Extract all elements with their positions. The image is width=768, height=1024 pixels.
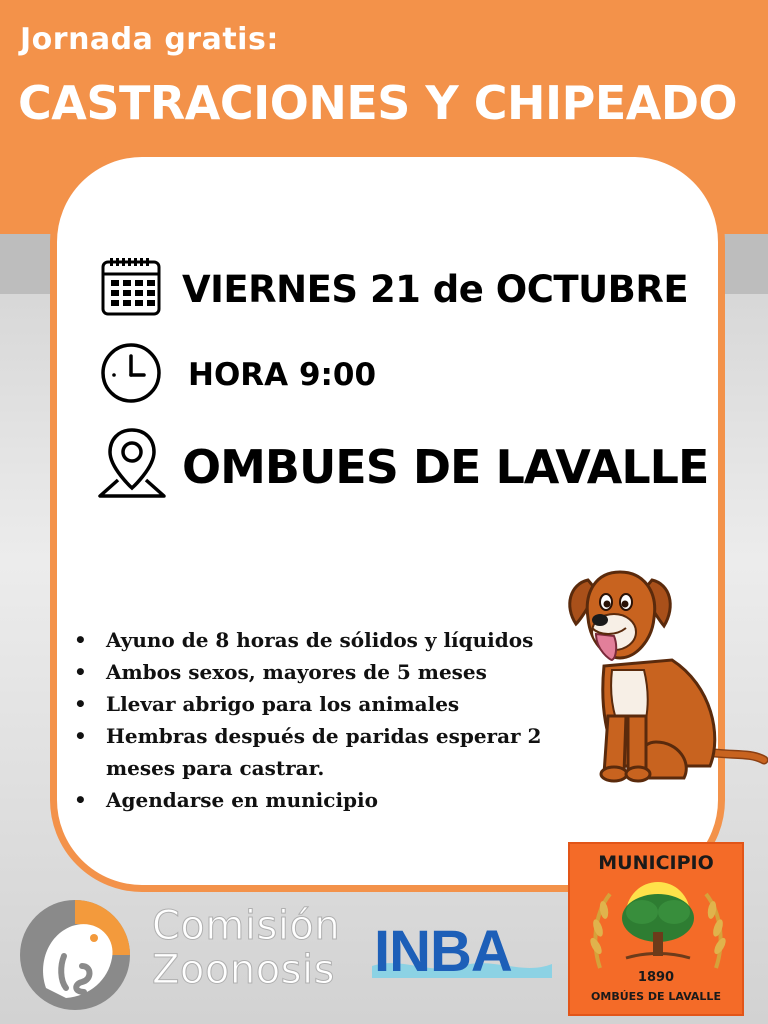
municipio-title: MUNICIPIO xyxy=(598,852,714,874)
dog-illustration xyxy=(560,566,768,796)
requirements-list xyxy=(70,624,580,816)
clock-icon xyxy=(100,342,162,408)
date-row xyxy=(100,256,688,322)
zoonosis-line: Zoonosis xyxy=(152,947,335,993)
event-time: HORA 9:00 xyxy=(188,357,377,393)
event-place: OMBUES DE LAVALLE xyxy=(182,440,709,494)
list-item: • Ayuno de 8 horas de sólidos y líquidos xyxy=(74,628,534,652)
municipio-name: OMBÚES DE LAVALLE xyxy=(591,990,721,1003)
municipio-tree-emblem xyxy=(586,874,730,970)
comision-zoonosis-logo xyxy=(16,896,134,1018)
municipio-year: 1890 xyxy=(637,970,675,985)
comision-line: Comisión xyxy=(152,903,341,949)
comision-zoonosis-text xyxy=(152,904,340,992)
calendar-icon xyxy=(100,256,162,322)
inba-logo: INBA xyxy=(374,919,512,984)
list-item: • Hembras después de paridas esperar 2 meses para castrar. xyxy=(74,724,542,780)
list-item: • Agendarse en municipio xyxy=(74,788,378,812)
municipio-logo xyxy=(568,842,744,1016)
time-row xyxy=(100,342,376,408)
location-pin-icon xyxy=(96,426,168,508)
header-title: CASTRACIONES Y CHIPEADO xyxy=(18,76,738,130)
place-row xyxy=(96,426,708,508)
event-date: VIERNES 21 de OCTUBRE xyxy=(182,267,689,311)
list-item: • Ambos sexos, mayores de 5 meses xyxy=(74,660,487,684)
header-subtitle: Jornada gratis: xyxy=(20,22,279,57)
list-item: • Llevar abrigo para los animales xyxy=(74,692,460,716)
